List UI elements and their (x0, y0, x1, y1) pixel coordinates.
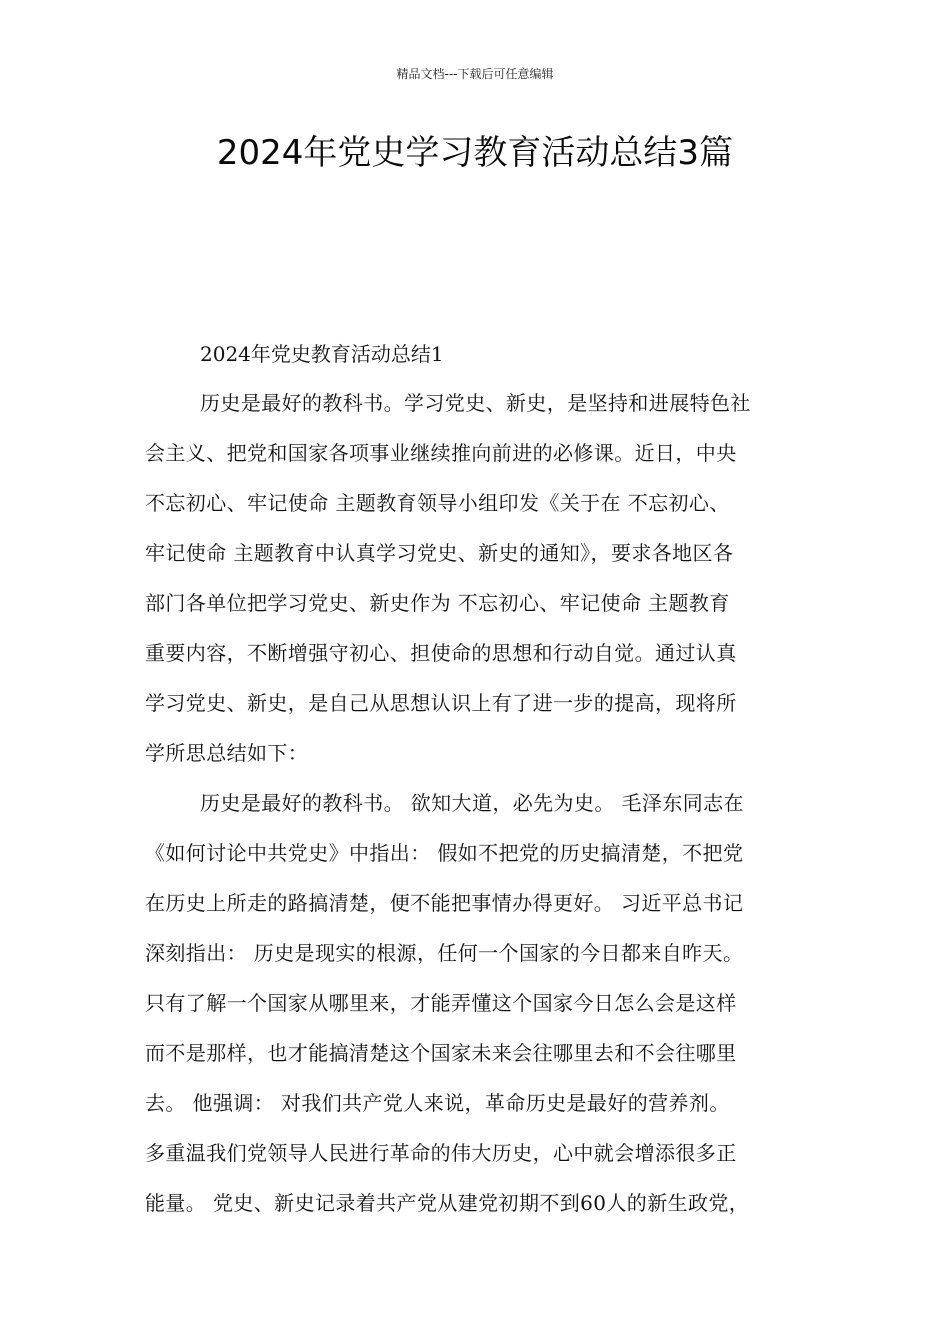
paragraph-line: 不忘初心、牢记使命 主题教育领导小组印发《关于在 不忘初心、 (145, 491, 730, 515)
paragraph-line: 多重温我们党领导人民进行革命的伟大历史，心中就会增添很多正 (145, 1141, 737, 1165)
paragraph-line: 去。 他强调： 对我们共产党人来说，革命历史是最好的营养剂。 (145, 1091, 730, 1115)
paragraph-line: 牢记使命 主题教育中认真学习党史、新史的通知》，要求各地区各 (145, 541, 734, 565)
document-title: 2024年党史学习教育活动总结3篇 (216, 133, 734, 173)
document-body (145, 330, 815, 1228)
paragraph-line: 只有了解一个国家从哪里来，才能弄懂这个国家今日怎么会是这样 (145, 991, 737, 1015)
paragraph-line: 在历史上所走的路搞清楚，便不能把事情办得更好。 习近平总书记 (145, 891, 744, 915)
paragraph-line: 学所思总结如下： (145, 741, 309, 765)
paragraph-line: 重要内容，不断增强守初心、担使命的思想和行动自觉。通过认真 (145, 641, 737, 665)
paragraph-line: 能量。 党史、新史记录着共产党从建党初期不到60人的新生政党， (145, 1191, 750, 1215)
header-note: 精品文档---下载后可任意编辑 (396, 67, 554, 81)
paragraph-line: 历史是最好的教科书。 欲知大道，必先为史。 毛泽东同志在 (200, 791, 744, 815)
paragraph-2 (145, 778, 815, 1228)
paragraph-line: 历史是最好的教科书。学习党史、新史，是坚持和进展特色社 (200, 391, 751, 415)
paragraph-line: 学习党史、新史，是自己从思想认识上有了进一步的提高，现将所 (145, 691, 737, 715)
paragraph-line: 深刻指出： 历史是现实的根源，任何一个国家的今日都来自昨天。 (145, 941, 744, 965)
section-heading: 2024年党史教育活动总结1 (200, 342, 444, 366)
paragraph-line: 而不是那样，也才能搞清楚这个国家未来会往哪里去和不会往哪里 (145, 1041, 737, 1065)
paragraph-line: 部门各单位把学习党史、新史作为 不忘初心、牢记使命 主题教育 (145, 591, 730, 615)
paragraph-1 (145, 378, 815, 778)
paragraph-line: 《如何讨论中共党史》中指出： 假如不把党的历史搞清楚，不把党 (145, 841, 744, 865)
paragraph-line: 会主义、把党和国家各项事业继续推向前进的必修课。近日，中央 (145, 441, 737, 465)
